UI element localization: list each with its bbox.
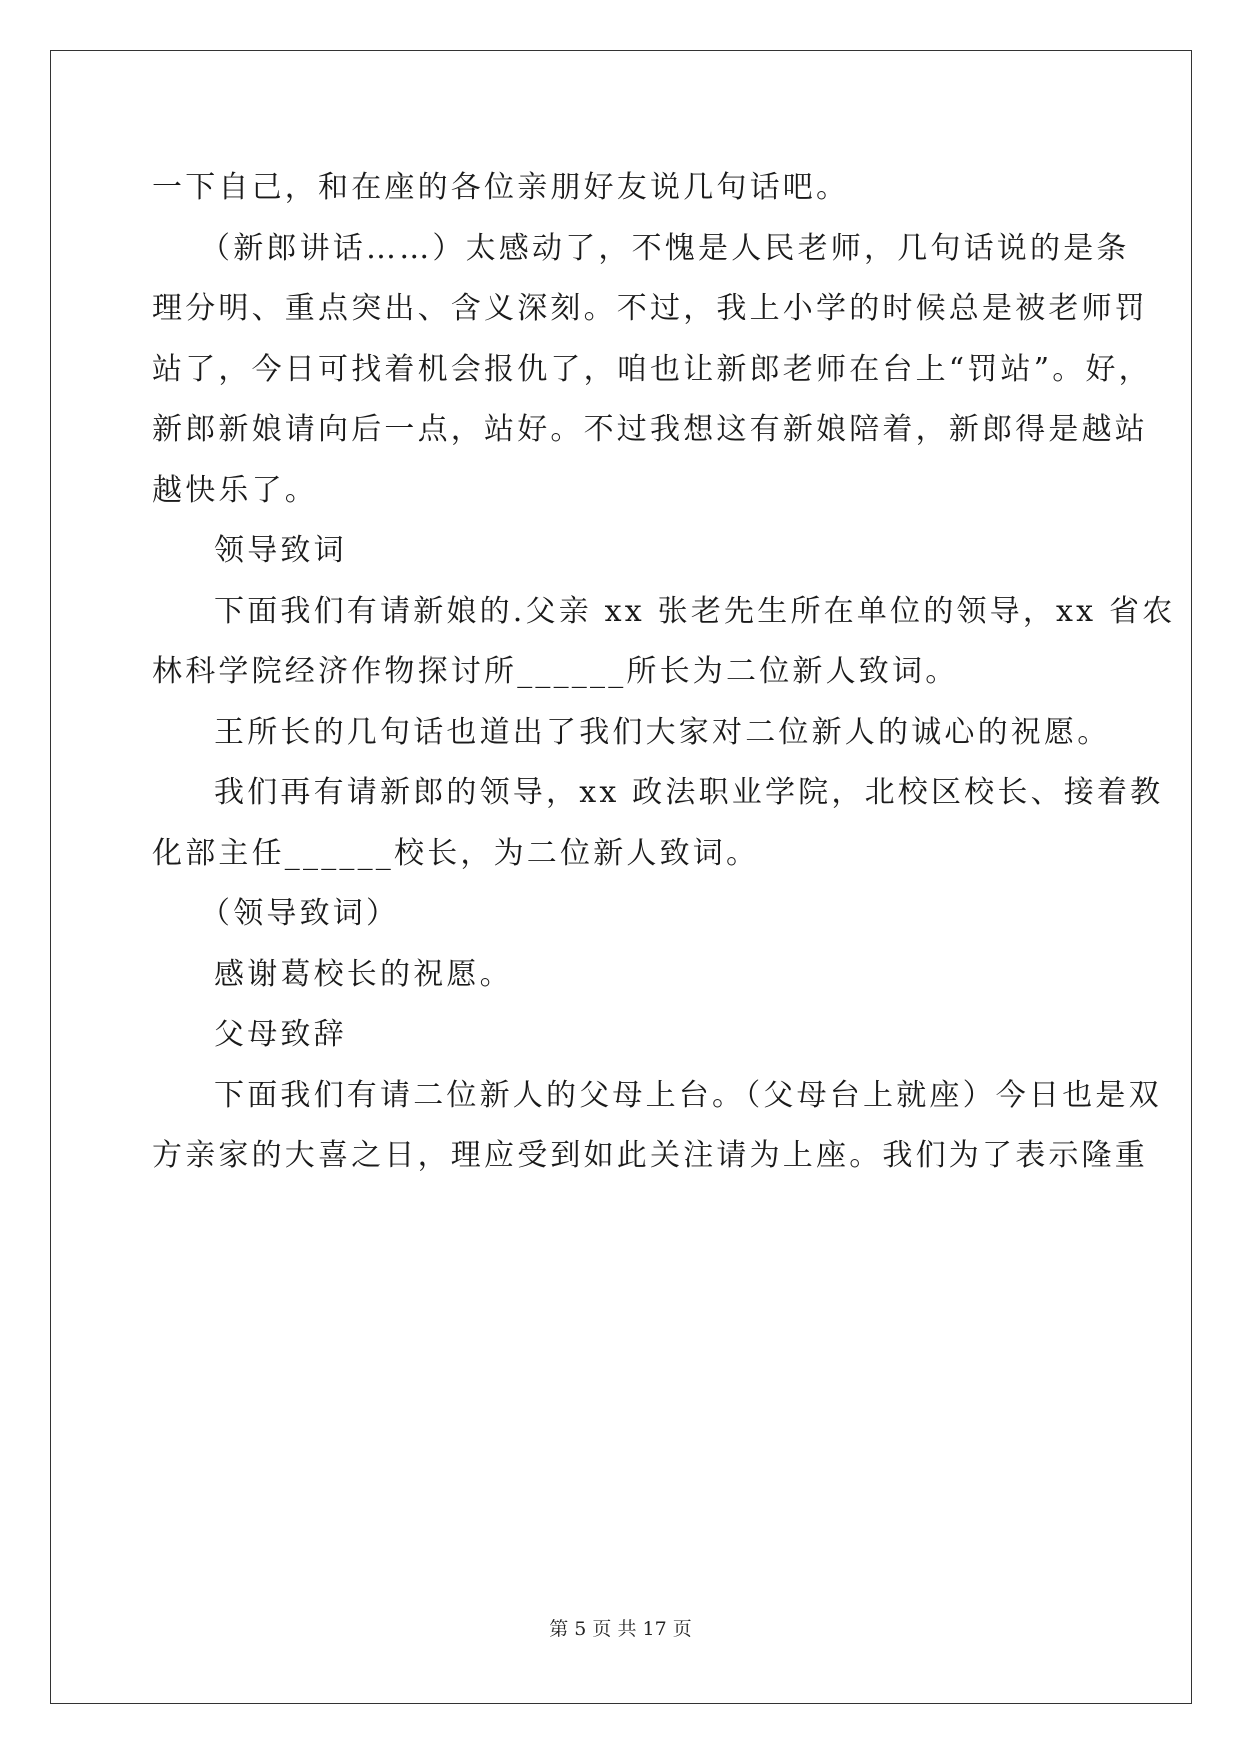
page-number: 第 5 页 共 17 页 <box>549 1618 692 1640</box>
text-line: 新郎新娘请向后一点，站好。不过我想这有新娘陪着，新郎得是越站 <box>152 412 1148 447</box>
text-line: 林科学院经济作物探讨所______所长为二位新人致词。 <box>152 654 959 689</box>
text-line: 感谢葛校长的祝愿。 <box>214 956 513 992</box>
text-line: 下面我们有请二位新人的父母上台。（父母台上就座）今日也是双 <box>214 1077 1162 1113</box>
text-line: 理分明、重点突出、含义深刻。不过，我上小学的时候总是被老师罚 <box>152 291 1148 326</box>
text-line: 下面我们有请新娘的.父亲 xx 张老先生所在单位的领导，xx 省农 <box>214 593 1176 629</box>
text-line: 我们再有请新郎的领导，xx 政法职业学院，北校区校长、接着教 <box>214 775 1164 810</box>
text-line: 方亲家的大喜之日，理应受到如此关注请为上座。我们为了表示隆重 <box>152 1138 1148 1173</box>
text-line: 一下自己，和在座的各位亲朋好友说几句话吧。 <box>152 170 850 205</box>
document-body <box>152 158 1176 1187</box>
text-line: 越快乐了。 <box>152 472 318 508</box>
text-line: （领导致词） <box>200 896 400 931</box>
text-line: 王所长的几句话也道出了我们大家对二位新人的诚心的祝愿。 <box>214 714 1111 750</box>
section-heading: 领导致词 <box>214 533 347 568</box>
section-heading: 父母致辞 <box>214 1017 347 1052</box>
text-line: 化部主任______校长，为二位新人致词。 <box>152 835 760 871</box>
text-line: （新郎讲话……）太感动了，不愧是人民老师，几句话说的是条 <box>200 230 1130 266</box>
text-line: 站了，今日可找着机会报仇了，咱也让新郎老师在台上“罚站”。好， <box>152 351 1152 387</box>
